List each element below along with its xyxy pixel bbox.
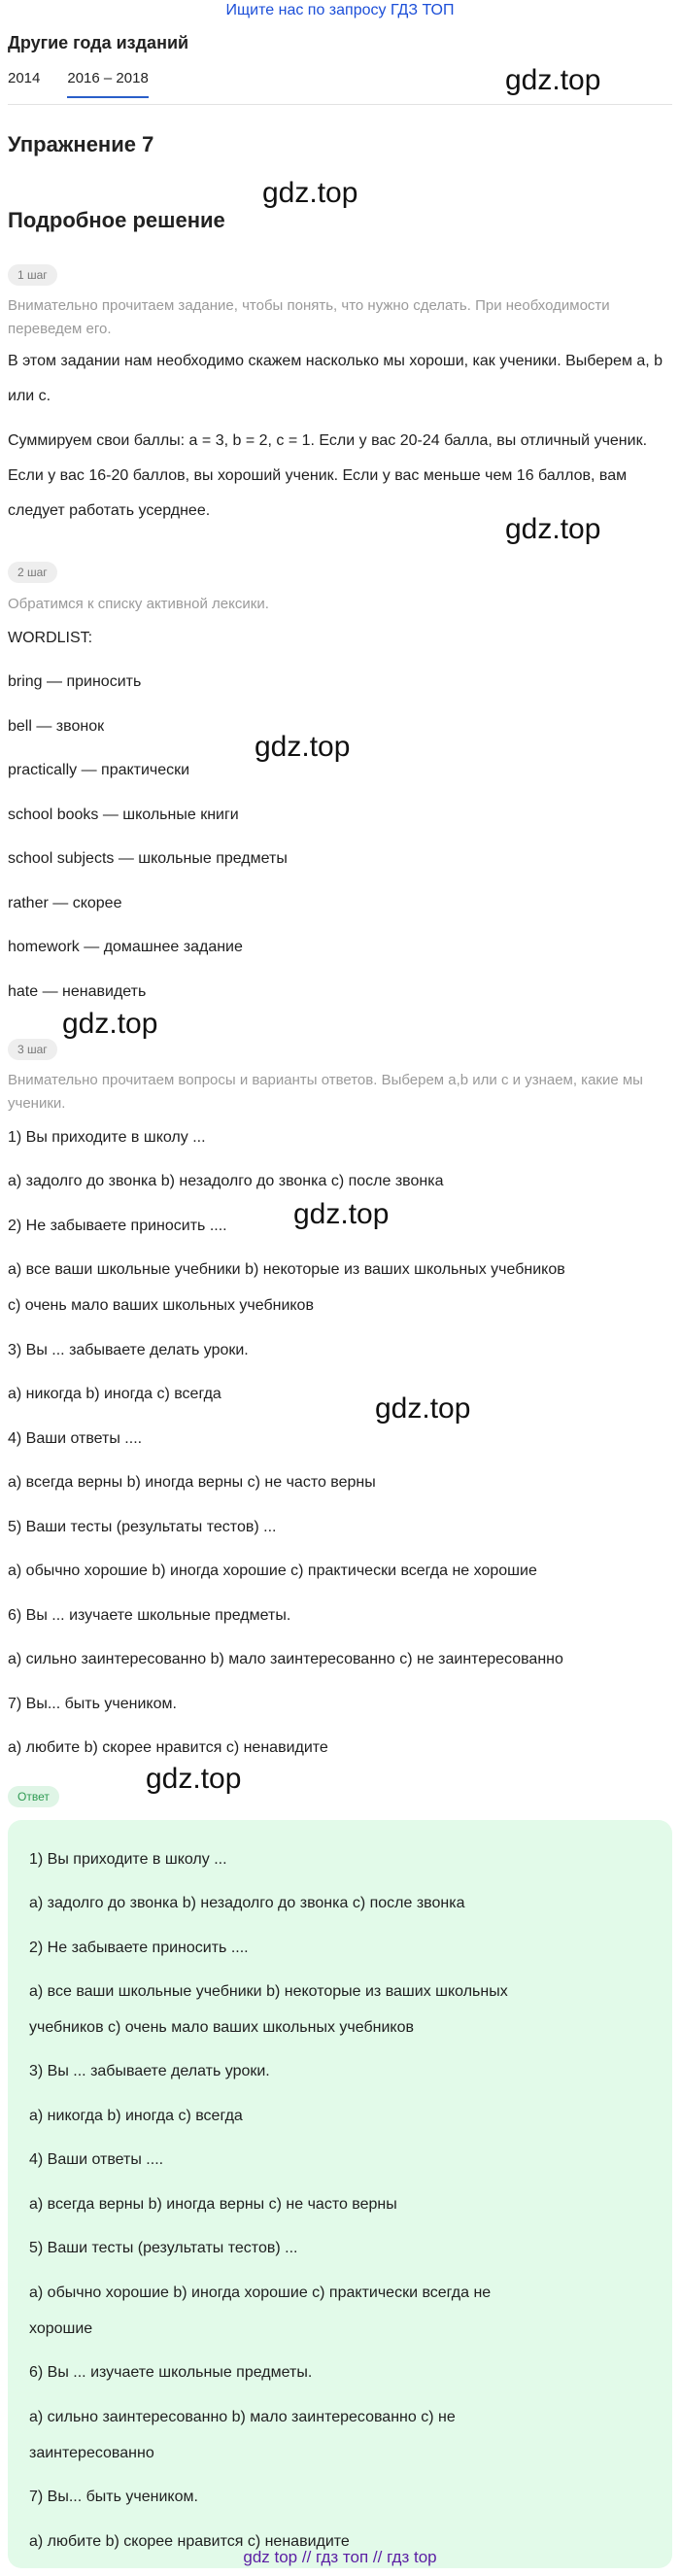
wordlist-item: school subjects — школьные предметы (8, 850, 288, 867)
answer-line: 2) Не забываете приносить .... (29, 1940, 249, 1956)
footer-links (0, 2548, 680, 2567)
answer-line: a) любите b) скорее нравится c) ненавидите (29, 2533, 350, 2550)
watermark: gdz.top (505, 64, 601, 96)
watermark: gdz.top (262, 177, 358, 209)
question-line: 7) Вы... быть учеником. (8, 1696, 177, 1712)
footer-link-gdz-top-ru[interactable]: гдз топ (316, 2548, 369, 2566)
other-years-title: Другие года изданий (8, 33, 189, 52)
footer-link-gdz-top[interactable]: gdz top (243, 2548, 298, 2566)
wordlist-item: rather — скорее (8, 895, 122, 911)
question-line: 3) Вы ... забываете делать уроки. (8, 1342, 249, 1358)
watermark: gdz.top (146, 1763, 242, 1795)
question-line: c) очень мало ваших школьных учебников (8, 1297, 314, 1314)
answer-line: учебников c) очень мало ваших школьных учебников (29, 2019, 414, 2036)
question-line: 2) Не забываете приносить .... (8, 1218, 227, 1234)
exercise-title: Упражнение 7 (8, 132, 154, 156)
answer-line: 5) Ваши тесты (результаты тестов) ... (29, 2240, 298, 2256)
answer-line: a) всегда верны b) иногда верны c) не часто верны (29, 2196, 397, 2213)
answer-line: a) все ваши школьные учебники b) некоторые из ваших школьных (29, 1983, 508, 2000)
search-banner: Ищите нас по запросу ГДЗ ТОП (225, 2, 455, 18)
question-line: a) все ваши школьные учебники b) некоторые из ваших школьных учебников (8, 1261, 565, 1278)
wordlist-item: hate — ненавидеть (8, 983, 147, 1000)
wordlist-item: bell — звонок (8, 718, 105, 735)
answer-line: хорошие (29, 2320, 93, 2337)
answer-line: a) никогда b) иногда c) всегда (29, 2108, 243, 2124)
question-line: a) любите b) скорее нравится c) ненавидите (8, 1739, 328, 1756)
answer-line: a) обычно хорошие b) иногда хорошие c) практически всегда не (29, 2284, 492, 2301)
footer-link-gdz-top-mixed[interactable]: гдз top (387, 2548, 437, 2566)
year-tab-2016-2018[interactable]: 2016 – 2018 (67, 70, 148, 98)
step-badge: 2 шаг (8, 562, 57, 583)
question-line: 1) Вы приходите в школу ... (8, 1129, 206, 1146)
watermark: gdz.top (62, 1008, 158, 1040)
answer-badge: Ответ (8, 1786, 59, 1807)
watermark: gdz.top (505, 513, 601, 545)
watermark: gdz.top (375, 1392, 471, 1425)
step-badge: 3 шаг (8, 1039, 57, 1060)
solution-title: Подробное решение (8, 208, 225, 232)
question-line: a) сильно заинтересованно b) мало заинтересованно c) не заинтересованно (8, 1651, 563, 1667)
wordlist-item: practically — практически (8, 762, 190, 778)
question-line: a) задолго до звонка b) незадолго до звонка c) после звонка (8, 1173, 444, 1189)
watermark: gdz.top (255, 731, 351, 763)
answer-line: 6) Вы ... изучаете школьные предметы. (29, 2364, 313, 2381)
year-tabs (8, 70, 149, 98)
step-note: Внимательно прочитаем задание, чтобы понять, что нужно сделать. При необходимости переведем его. (8, 297, 610, 337)
question-line: a) никогда b) иногда c) всегда (8, 1386, 221, 1402)
answer-line: 3) Вы ... забываете делать уроки. (29, 2063, 270, 2079)
wordlist-title: WORDLIST: (8, 630, 93, 646)
answer-line: 1) Вы приходите в школу ... (29, 1851, 227, 1868)
step-note: Внимательно прочитаем вопросы и варианты ответов. Выберем a,b или c и узнаем, какие мы ученики. (8, 1072, 643, 1112)
wordlist-item: bring — приносить (8, 673, 142, 690)
step-text: В этом задании нам необходимо скажем насколько мы хороши, как ученики. Выберем a, b или с. (8, 353, 663, 404)
divider (8, 104, 672, 105)
question-line: 6) Вы ... изучаете школьные предметы. (8, 1607, 291, 1624)
watermark: gdz.top (293, 1198, 390, 1230)
year-tab-2014[interactable]: 2014 (8, 70, 41, 86)
step-text: Суммируем свои баллы: a = 3, b = 2, c = 1. Если у вас 20-24 балла, вы отличный ученик. Если у вас 16-20 баллов, вы хороший ученик. Если у вас меньше чем 16 баллов, вам следует работать усерднее. (8, 432, 648, 519)
step-note: Обратимся к списку активной лексики. (8, 596, 269, 612)
question-line: 4) Ваши ответы .... (8, 1430, 143, 1447)
step-badge: 1 шаг (8, 264, 57, 286)
answer-line: a) сильно заинтересованно b) мало заинтересованно c) не (29, 2409, 456, 2425)
footer-separator: // (301, 2548, 312, 2566)
question-line: 5) Ваши тесты (результаты тестов) ... (8, 1519, 277, 1535)
answer-line: 4) Ваши ответы .... (29, 2151, 164, 2168)
wordlist-item: homework — домашнее задание (8, 939, 243, 955)
answer-line: 7) Вы... быть учеником. (29, 2489, 198, 2505)
footer-separator: // (372, 2548, 383, 2566)
question-line: a) всегда верны b) иногда верны c) не часто верны (8, 1474, 376, 1491)
answer-line: заинтересованно (29, 2445, 154, 2461)
answer-line: a) задолго до звонка b) незадолго до звонка c) после звонка (29, 1895, 465, 1911)
question-line: a) обычно хорошие b) иногда хорошие c) практически всегда не хорошие (8, 1563, 537, 1579)
wordlist-item: school books — школьные книги (8, 807, 239, 823)
